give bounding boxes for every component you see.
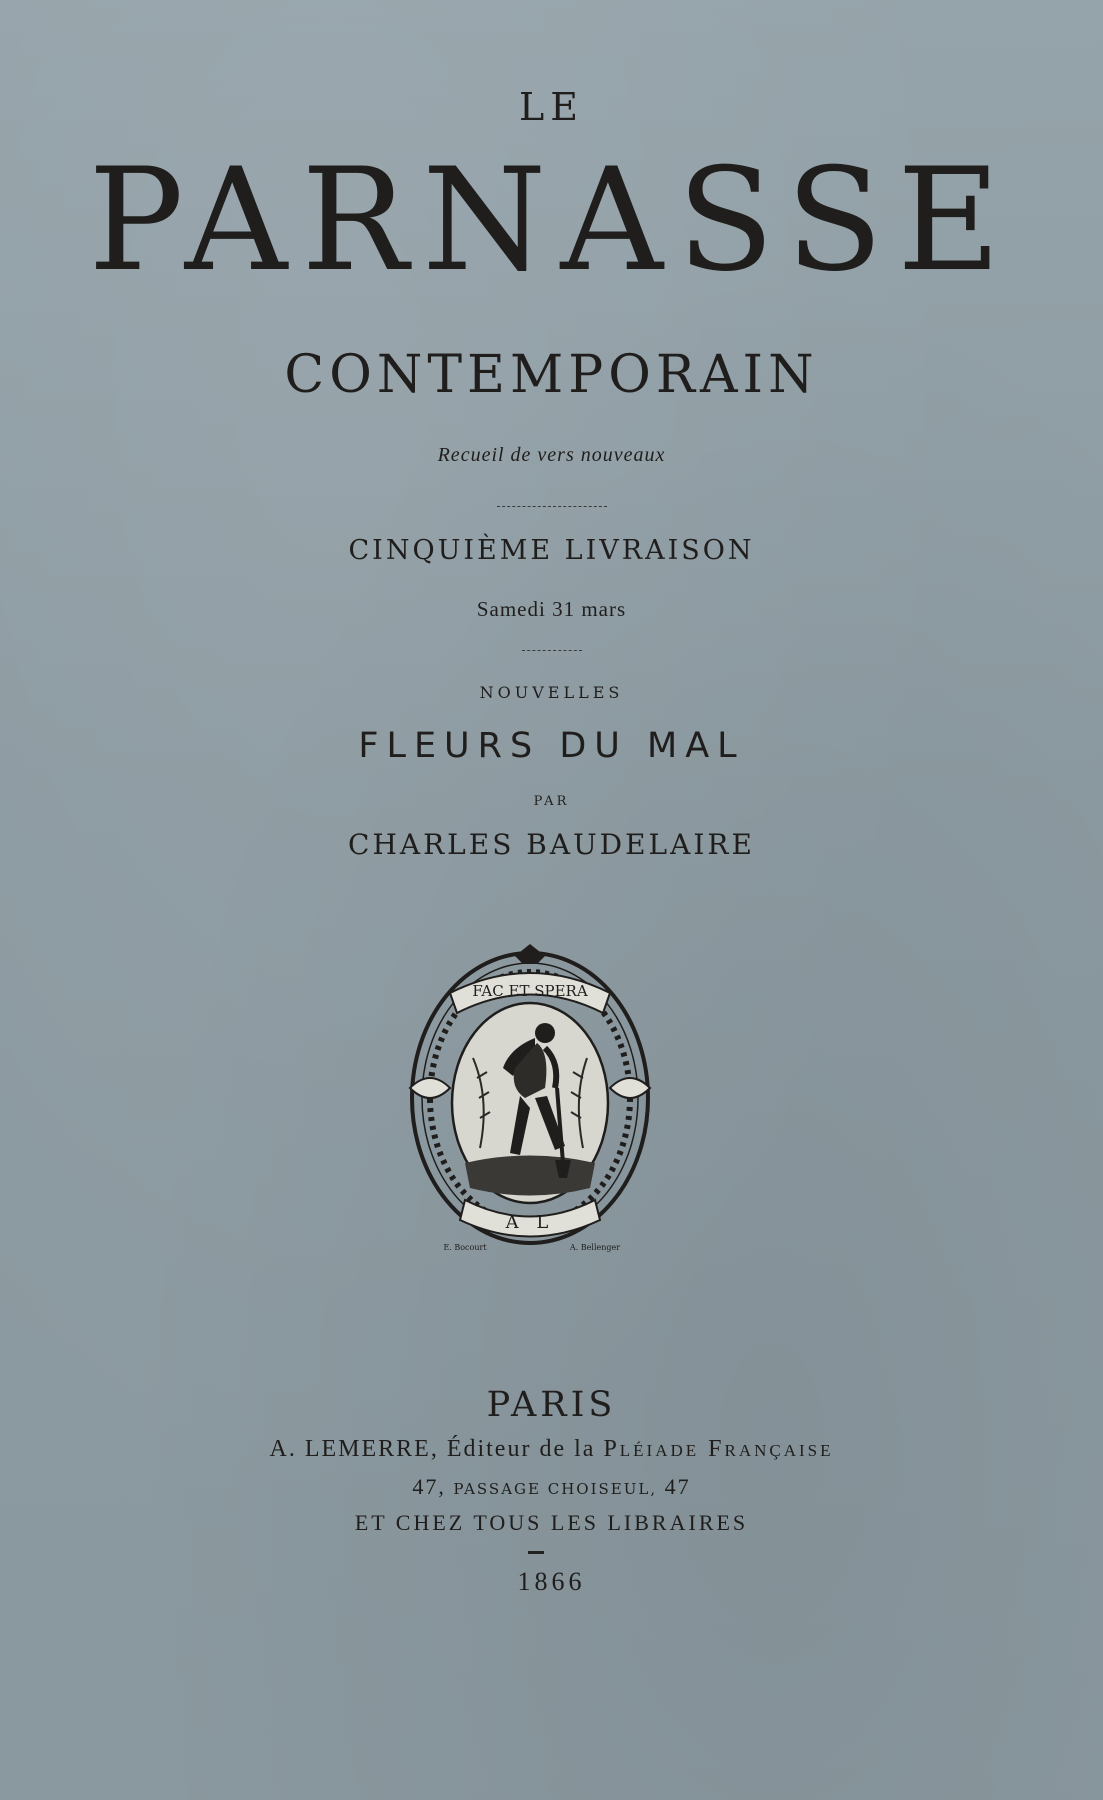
imprint-year: 1866: [517, 1567, 586, 1596]
imprint-publisher: [0, 1436, 1103, 1463]
divider-rule: [497, 506, 607, 507]
imprint-city: PARIS: [486, 1385, 617, 1425]
work-prefix: NOUVELLES: [479, 683, 624, 702]
printers-mark-digger-icon: [395, 938, 665, 1258]
address-number-right: 47: [664, 1474, 691, 1499]
publisher-role: Éditeur de la: [446, 1436, 596, 1462]
title-sub: CONTEMPORAIN: [284, 345, 819, 405]
emblem-monogram: A L: [505, 1212, 555, 1233]
title-article: LE: [519, 85, 584, 129]
engraver-right: A. Bellenger: [569, 1243, 621, 1252]
issue-date: Samedi 31 mars: [476, 597, 627, 621]
subtitle: Recueil de vers nouveaux: [437, 444, 666, 466]
publisher-series: Pléiade Française: [603, 1436, 834, 1462]
imprint-address: [0, 1474, 1103, 1500]
author-name: CHARLES BAUDELAIRE: [348, 828, 755, 861]
issue-label: CINQUIÈME LIVRAISON: [348, 535, 755, 566]
engraver-left: E. Bocourt: [443, 1243, 487, 1252]
address-street: PASSAGE CHOISEUL,: [453, 1480, 658, 1498]
publisher-name: A. LEMERRE,: [269, 1436, 439, 1462]
divider-dash: [528, 1551, 544, 1554]
imprint-booksellers: ET CHEZ TOUS LES LIBRAIRES: [354, 1510, 749, 1535]
by-label: PAR: [533, 794, 570, 809]
divider-rule-short: [522, 650, 582, 651]
emblem-motto: FAC ET SPERA: [472, 982, 588, 1000]
work-title: FLEURS DU MAL: [358, 726, 745, 766]
title-main: PARNASSE: [88, 138, 1015, 303]
address-number-left: 47,: [412, 1474, 446, 1499]
